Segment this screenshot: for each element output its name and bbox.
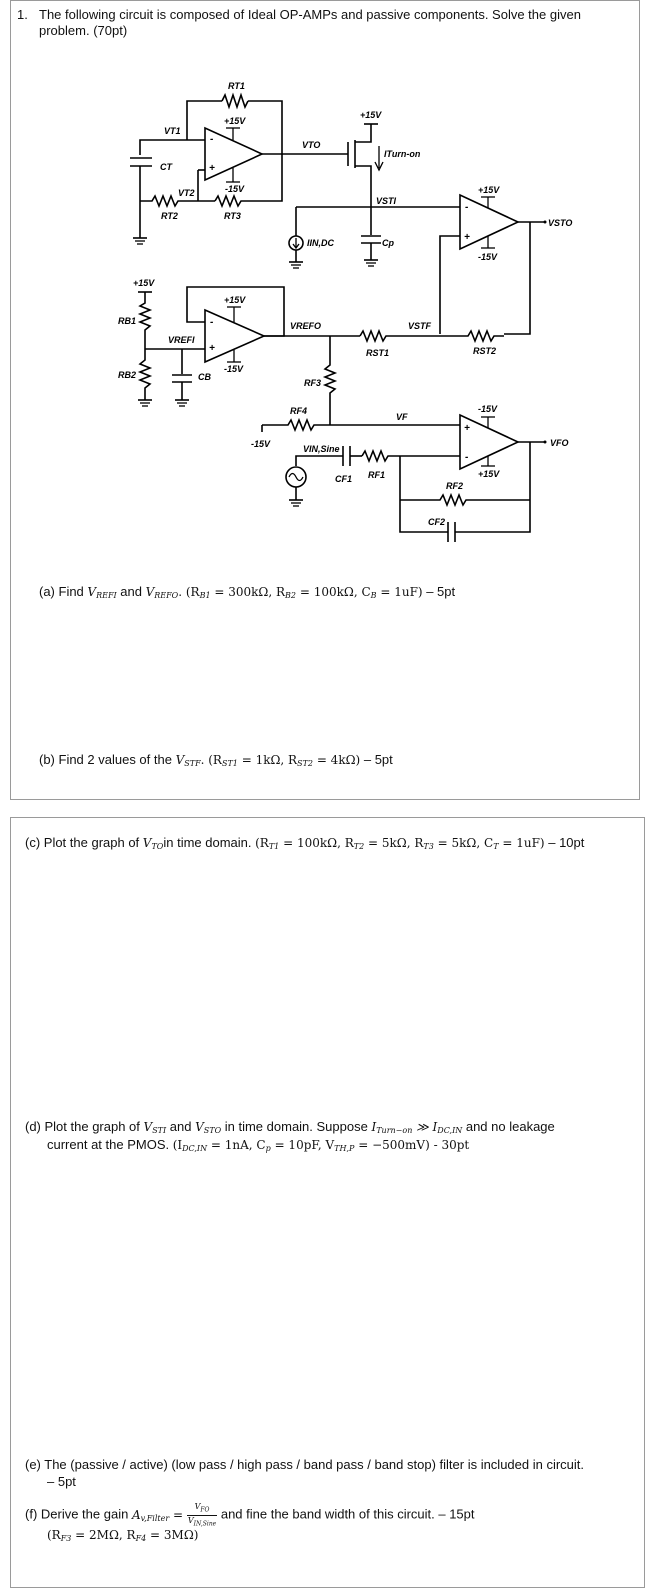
label-vfo: VFO bbox=[550, 438, 569, 448]
label-pos15-f: +15V bbox=[478, 469, 500, 479]
label-neg15-e: -15V bbox=[251, 439, 271, 449]
problem-number: 1. bbox=[17, 7, 28, 22]
label-cb: CB bbox=[198, 372, 211, 382]
question-b: (b) Find 2 values of the $V_{STF}$. ($R_{ST1} = 1k\Omega$, $R_{ST2} = 4k\Omega) - 5pt$ bbox=[39, 752, 393, 768]
svg-text:+: + bbox=[209, 163, 215, 174]
label-vsti: VSTI bbox=[376, 196, 397, 206]
svg-text:+: + bbox=[464, 423, 470, 434]
label-vrefi: VREFI bbox=[168, 335, 195, 345]
question-e-line1: (e) The (passive / active) (low pass / high pass / band pass / band stop) filter is included in circuit. bbox=[25, 1457, 585, 1472]
label-vrefo: VREFO bbox=[290, 321, 322, 331]
svg-text:-: - bbox=[465, 202, 469, 213]
label-ct: CT bbox=[160, 162, 172, 172]
label-pos15-a: +15V bbox=[224, 116, 246, 126]
question-d-line1: (d) Plot the graph of $V_{STI}$ and $V_{STO}$ in time domain. Suppose $I_{Turn-on}$ ≫ $I_{DC,IN}$ and no leakage bbox=[25, 1119, 555, 1135]
svg-text:-: - bbox=[210, 134, 214, 145]
svg-text:+: + bbox=[209, 343, 215, 354]
label-vstf: VSTF bbox=[408, 321, 432, 331]
label-neg15-f: -15V bbox=[478, 404, 498, 414]
problem-intro-line2: problem. (70pt) bbox=[39, 23, 128, 38]
question-a: (a) Find $V_{REFI}$ and $V_{REFO}$. ($R_{B1} = 300k\Omega$, $R_{B2} = 100k\Omega$, $C_B = 1uF) - 5pt$ bbox=[39, 584, 456, 600]
label-rb2: RB2 bbox=[118, 370, 137, 380]
question-c: (c) Plot the graph of $V_{TO}in$ time domain. ($R_{T1} = 100k\Omega$, $R_{T2} = 5k\Omega$, $R_{T3} = 5k\Omega$, $C_T = 1uF) - 10pt$ bbox=[25, 835, 585, 851]
label-rt1: RT1 bbox=[228, 81, 245, 91]
label-vf: VF bbox=[396, 412, 408, 422]
label-pos15-d: +15V bbox=[224, 295, 246, 305]
label-rf2: RF2 bbox=[446, 481, 464, 491]
label-cp: Cp bbox=[382, 238, 394, 248]
label-indc: IIN,DC bbox=[307, 238, 334, 248]
label-pos15-b: +15V bbox=[478, 185, 500, 195]
label-vt2: VT2 bbox=[178, 188, 195, 198]
label-cf2: CF2 bbox=[428, 517, 446, 527]
label-neg15-d: -15V bbox=[224, 364, 244, 374]
label-vt1: VT1 bbox=[164, 126, 181, 136]
label-iturn: ITurn-on bbox=[384, 149, 421, 159]
label-pos15-c: +15V bbox=[133, 278, 155, 288]
question-f: (f) Derive the gain $A_{v,Filter}$ = $\frac{V_{FO}}{V_{IN,Sine}}$ and fine the band width of this circuit. – 15pt bbox=[25, 1502, 475, 1528]
question-f-conditions: ($R_{F3} = 2M\Omega$, $R_{F4} = 3M\Omega$) bbox=[47, 1528, 199, 1543]
label-rf1: RF1 bbox=[368, 470, 386, 480]
label-rf4: RF4 bbox=[290, 406, 308, 416]
problem-intro-line1: The following circuit is composed of Ideal OP-AMPs and passive components. Solve the given bbox=[39, 7, 581, 22]
svg-text:+: + bbox=[464, 232, 470, 243]
question-e-line2: – 5pt bbox=[47, 1474, 76, 1489]
label-vsto: VSTO bbox=[548, 218, 573, 228]
label-rb1: RB1 bbox=[118, 316, 137, 326]
label-rt2: RT2 bbox=[161, 211, 178, 221]
question-d-line2: current at the PMOS. ($I_{DC,IN} = 1nA$, $C_p = 10pF$, $V_{TH,P} = -500mV) - 30pt$ bbox=[47, 1137, 470, 1153]
label-neg15-b: -15V bbox=[478, 252, 498, 262]
label-neg15-a: -15V bbox=[225, 184, 245, 194]
label-pos15-pmos: +15V bbox=[360, 110, 382, 120]
label-cf1: CF1 bbox=[335, 474, 353, 484]
label-rt3: RT3 bbox=[224, 211, 241, 221]
label-rst1: RST1 bbox=[366, 348, 390, 358]
label-vinsine: VIN,Sine bbox=[303, 444, 340, 454]
circuit-schematic bbox=[0, 0, 659, 560]
label-rf3: RF3 bbox=[304, 378, 322, 388]
label-vto: VTO bbox=[302, 140, 321, 150]
svg-text:-: - bbox=[210, 317, 214, 328]
svg-text:-: - bbox=[465, 452, 469, 463]
label-rst2: RST2 bbox=[473, 346, 497, 356]
